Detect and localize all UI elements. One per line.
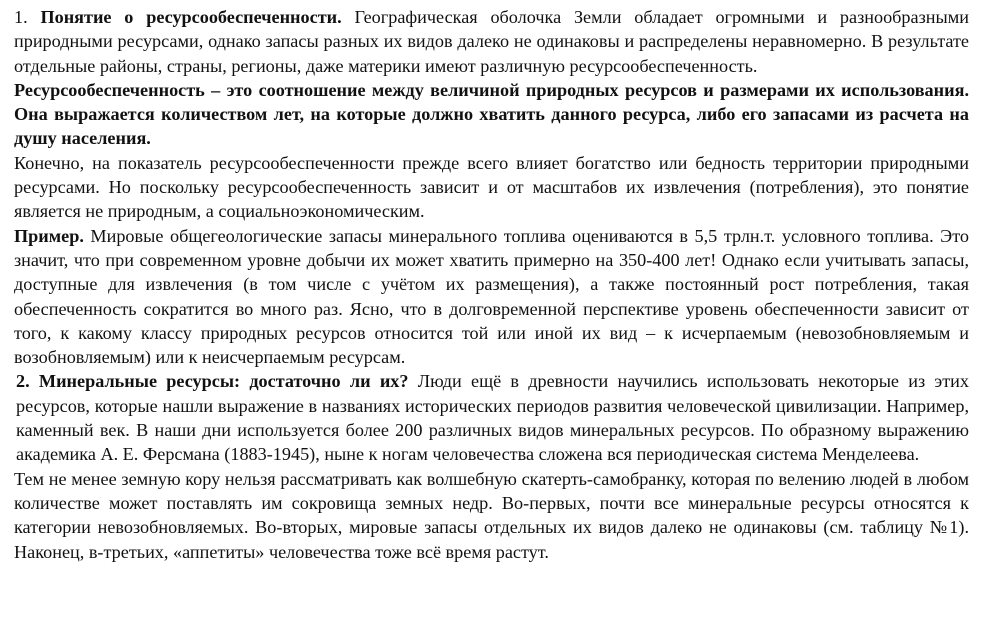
document-page	[14, 5, 969, 564]
example-heading: Пример.	[14, 225, 84, 246]
section-heading: Понятие о ресурсообеспеченности.	[40, 7, 342, 27]
paragraph-example	[14, 224, 969, 370]
section-heading: Минеральные ресурсы: достаточно ли их?	[38, 371, 409, 392]
paragraph-text: Географическая оболочка Земли обладает огромными и разнообразными природными ресурсами, однако запасы разных их видов далеко не одинаковы и распределены неравномерно. В результате отдельные районы, страны, регионы, даже материки имеют различную ресурсообеспеченность.	[14, 7, 969, 76]
paragraph-socioeconomic: Конечно, на показатель ресурсообеспеченности прежде всего влияет богатство или бедность территории природными ресурсами. Но поскольку ресурсообеспеченность зависит и от масштабов их извлечения (потребления), это понятие является не природным, а социальноэкономическим.	[14, 152, 969, 222]
section-number: 2.	[16, 371, 39, 392]
paragraph-definition: Ресурсообеспеченность – это соотношение между величиной природных ресурсов и размерами их использования. Она выражается количеством лет, на которые должно хватить данного ресурса, либо его запасами из расчета на душу населения.	[14, 79, 969, 149]
paragraph-earth-crust: Тем не менее земную кору нельзя рассматривать как волшебную скатерть-самобранку, которая по велению людей в любом количестве может поставлять им сокровища земных недр. Во-первых, почти все минеральные ресурсы относятся к категории невозобновляемых. Во-вторых, мировые запасы отдельных их видов далеко не одинаковы (см. таблицу №1). Наконец, в-третьих, «аппетиты» человечества тоже всё время растут.	[14, 468, 969, 562]
paragraph-text: Мировые общегеологические запасы минерального топлива оцениваются в 5,5 трлн.т. условного топлива. Это значит, что при современном уровне добычи их может хватить примерно на 350-400 лет! Однако если учитывать запасы, доступные для извлечения (в том числе с учётом их размещения), а также постоянный рост потребления, такая обеспеченность сократится во много раз. Ясно, что в долговременной перспективе уровень обеспеченности зависит от того, к какому классу природных ресурсов относится той или иной их вид – к исчерпаемым (невозобновляемым и возобновляемым) или к неисчерпаемым ресурсам.	[14, 225, 969, 368]
paragraph-resource-concept	[14, 5, 969, 78]
paragraph-text: Люди ещё в древности научились использовать некоторые из этих ресурсов, которые нашли выражение в названиях исторических периодов развития человеческой цивилизации. Например, каменный век. В наши дни используется более 200 различных видов минеральных ресурсов. По образному выражению академика А. Е. Ферсмана (1883-1945), ныне к ногам человечества сложена вся периодическая система Менделеева.	[16, 371, 969, 465]
section-number: 1.	[14, 7, 41, 27]
paragraph-mineral-resources	[14, 369, 969, 466]
